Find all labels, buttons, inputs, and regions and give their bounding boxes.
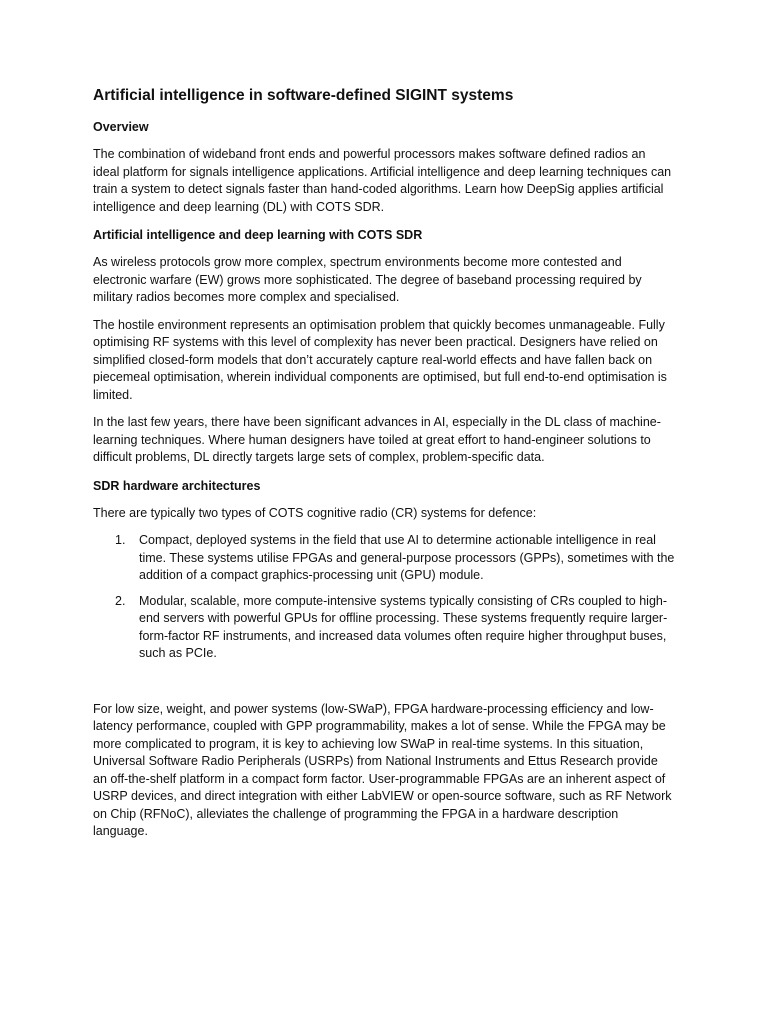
list-item-number: 1.	[115, 533, 126, 547]
ai-dl-paragraph-1: As wireless protocols grow more complex, spectrum environments become more contested and electronic warfare (EW) grows more sophisticated. The degree of baseband processing required by military radios becomes more complex and specialised.	[93, 255, 642, 304]
document-title: Artificial intelligence in software-defined SIGINT systems	[93, 87, 514, 104]
list-item	[93, 532, 675, 585]
list-item	[93, 593, 675, 663]
hardware-intro: There are typically two types of COTS cognitive radio (CR) systems for defence:	[93, 505, 537, 520]
cr-systems-list	[93, 532, 675, 663]
list-item-text: Compact, deployed systems in the field that use AI to determine actionable intelligence in real time. These systems utilise FPGAs and general-purpose processors (GPPs), sometimes with the addition of a compact graphics-processing unit (GPU) module.	[139, 533, 675, 582]
list-item-number: 2.	[115, 593, 126, 608]
ai-dl-paragraph-3: In the last few years, there have been significant advances in AI, especially in the DL class of machine-learning techniques. Where human designers have toiled at great effort to hand-engineer solutions to difficult problems, DL directly targets large sets of complex, problem-specific data.	[93, 415, 661, 464]
ai-dl-paragraph-2: The hostile environment represents an optimisation problem that quickly becomes unmanageable. Fully optimising RF systems with this level of complexity has never been practical. Designers have relied on simplified closed-form models that don’t accurately capture real-world effects and have fallen back on piecemeal optimisation, wherein individual components are optimised, but full end-to-end optimisation is limited.	[93, 317, 667, 402]
overview-heading: Overview	[93, 120, 149, 134]
document-page	[93, 86, 675, 851]
ai-dl-heading: Artificial intelligence and deep learning with COTS SDR	[93, 228, 423, 242]
hardware-heading: SDR hardware architectures	[93, 478, 261, 493]
blank-line	[93, 673, 675, 701]
list-item-text: Modular, scalable, more compute-intensive systems typically consisting of CRs coupled to high-end servers with powerful GPUs for offline processing. These systems frequently require larger-form-factor RF instruments, and increased data volumes often require higher throughput buses, such as PCIe.	[139, 593, 668, 660]
overview-paragraph: The combination of wideband front ends and powerful processors makes software defined radios an ideal platform for signals intelligence applications. Artificial intelligence and deep learning techniques can train a system to detect signals faster than hand-coded algorithms. Learn how DeepSig applies artificial intelligence and deep learning (DL) with COTS SDR.	[93, 147, 672, 214]
hardware-final-paragraph: For low size, weight, and power systems (low-SWaP), FPGA hardware-processing efficiency and low-latency performance, coupled with GPP programmability, makes a lot of sense. While the FPGA may be more complicated to program, it is key to achieving low SWaP in real-time systems. In this situation, Universal Software Radio Peripherals (USRPs) from National Instruments and Ettus Research provide an off-the-shelf platform in a compact form factor. User-programmable FPGAs are an inherent aspect of USRP devices, and direct integration with either LabVIEW or open-source software, such as RF Network on Chip (RFNoC), alleviates the challenge of programming the FPGA in a hardware description language.	[93, 701, 672, 838]
